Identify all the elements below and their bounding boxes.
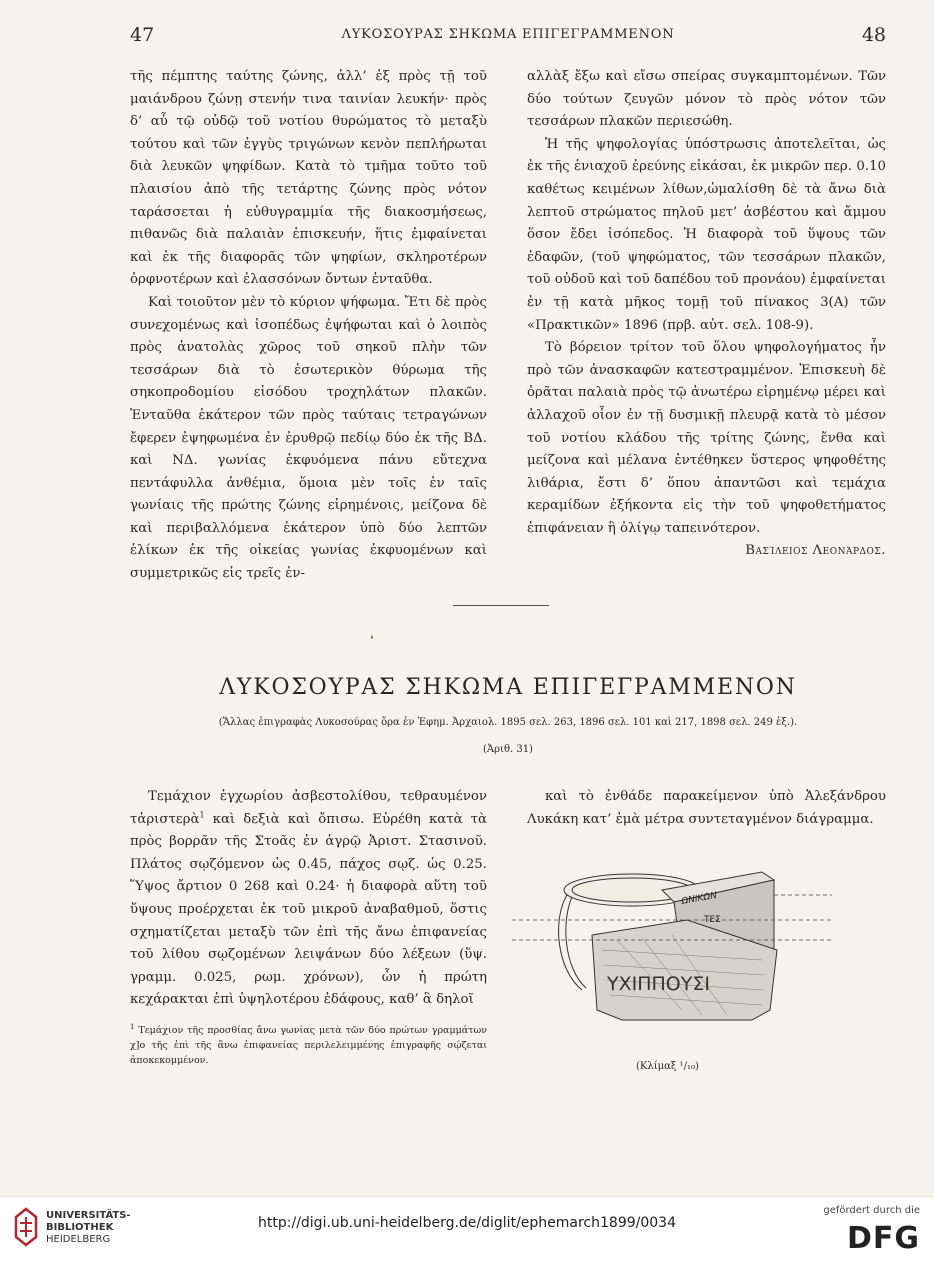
funding-label: gefördert durch die <box>823 1205 920 1216</box>
library-name-line: BIBLIOTHEK <box>46 1222 114 1233</box>
digital-library-footer <box>0 1196 934 1264</box>
column-left-bottom <box>130 786 487 1012</box>
dfg-logo[interactable]: DFG <box>846 1221 920 1256</box>
paragraph: Καὶ τοιοῦτον μὲν τὸ κύριον ψήφωμα. Ἔτι δὲ πρὸς συνεχομένως καὶ ἰσοπέδως ἐψήφωται καὶ ὁ λοιπὸς πρὸς ἀνατολὰς χῶρος τοῦ σηκοῦ πλὴν τῶν τεσσάρων διὰ τὸ ἐσωτερικὸν θύρωμα τῆς σηκοπροδομίου εἰσόδου τροχηλάτων πλακῶν. Ἐνταῦθα ἑκάτερον τῶν πρὸς ταύταις τετραγώνων ἔφερεν ἐψηφωμένα ἐν ἐρυθρῷ πεδίῳ δύο ἐκ τῆς ΒΔ. καὶ ΝΔ. γωνίας ἐκφυόμενα πάνυ εὔτεχνα πεντάφυλλα ἀνθέμια, ὅμοια μὲν τοῖς ἐν ταῖς γωνίαις τῆς πρώτης ζώνης εἰρημένοις, μείζονα δὲ καὶ περιβαλλόμενα ἑκάτερον ὑπὸ δύο λεπτῶν ἑλίκων ἐκ τῆς οἰκείας γωνίας ἐκφυομένων καὶ συμμετρικῶς εἰς τρεῖς ἐν- <box>130 294 487 582</box>
paragraph: Τὸ βόρειον τρίτον τοῦ ὅλου ψηφολογήματος ἦν πρὸ τῶν ἀνασκαφῶν κατεστραμμένον. Ἐπισκευὴ δὲ ὁρᾶται παλαιὰ πρὸς τῷ ἀνωτέρω εἰρημένῳ μέρει καὶ ἀλλαχοῦ οἷον ἐν τῇ δυσμικῇ πλευρᾷ κατὰ τὸ μέσον τοῦ νοτίου κλάδου τῆς τρίτης ζώνης, ἔνθα καὶ μείζονα καὶ μέλανα ἐντέθηκεν ὕστερος ψηφοθέτης λιθάρια, ἔστι δ’ ὅπου ἀπαντῶσι καὶ τεμάχια κεραμίδων ἐξήκοντα εἰς τὴν τοῦ ψηφοθετήματος ἐπιφάνειαν ἢ ὀλίγῳ ταπεινότερον. <box>527 340 886 536</box>
running-title: ΛΥΚΟΣΟΥΡΑΣ ΣΗΚΩΜΑ ΕΠΙΓΕΓΡΑΜΜΕΝΟΝ <box>341 27 675 42</box>
footnote-marker: 1 <box>130 1022 135 1031</box>
paragraph: τῆς πέμπτης ταύτης ζώνης, ἀλλ’ ἐξ πρὸς τῇ τοῦ μαιάνδρου ζώνῃ στενήν τινα ταινίαν λευκήν· πρὸς δ’ αὖ τῷ οὐδῷ τοῦ νοτίου θυρώματος τὸ μεταξὺ τούτου καὶ τῶν ἐγγὺς τριγώνων κενὸν πεπλήρωται διὰ λευκῶν ψηφίδων. Κατὰ τὸ τμῆμα τοῦτο τοῦ πλαισίου ἀπὸ τῆς τετάρτης ζώνης πρὸς νότον ταράσσεται ἡ εὐθυγραμμία τῆς διακοσμήσεως, πιθανῶς διὰ παλαιὰν ἐπισκευήν, ἥτις ἐμφαίνεται καὶ ἐκ τῆς διαφορᾶς τῶν ψηφίων, σκληροτέρων ὀρφνοτέρων καὶ ἐλασσόνων ὄντων ἐνταῦθα. <box>130 69 487 288</box>
article-references: (Ἄλλας ἐπιγραφὰς Λυκοσούρας ὅρα ἐν Ἐφημ. Ἀρχαιολ. 1895 σελ. 263, 1896 σελ. 101 καὶ 217, 1898 σελ. 249 ἑξ.). <box>218 717 798 728</box>
paragraph-text: καὶ δεξιὰ καὶ ὄπισω. Εὑρέθη κατὰ τὰ πρὸς βορρᾶν τῆς Στοᾶς ἐν ἀγρῷ Ἀριστ. Στασινοῦ. Πλάτος σῳζόμενον ὡς 0.45, πάχος σῳζ. ὡς 0.25. Ὕψος ἄρτιον 0 268 καὶ 0.24· ἡ διαφορὰ αὕτη τοῦ ὕψους προέρχεται ἐκ τοῦ μικροῦ ἀναβαθμοῦ, ὅστις σχηματίζεται μεταξὺ τῶν ἐπὶ τῆς ἄνω ἐπιφανείας τοῦ λίθου σῳζομένων λειψάνων δύο λέξεων (ὕψ. γραμμ. 0.025, ρωμ. χρόνων), ὧν ἡ πρώτη κεχάρακται ἐπὶ ὑψηλοτέρου ἐδάφους, καθ’ ἃ δηλοῖ <box>130 811 487 1008</box>
page-number-right: 48 <box>861 24 886 46</box>
inscription-drawing <box>512 860 842 1040</box>
article-title: ΛΥΚΟΣΟΥΡΑΣ ΣΗΚΩΜΑ ΕΠΙΓΕΓΡΑΜΜΕΝΟΝ <box>219 675 797 700</box>
paragraph <box>130 786 487 1012</box>
inscription-number: (Ἀριθ. 31) <box>483 744 533 755</box>
paragraph: καὶ τὸ ἐνθάδε παρακείμενον ὑπὸ Ἀλεξάνδρου Λυκάκη κατ’ ἐμὰ μέτρα συντεταγμένον διάγραμμα. <box>527 789 886 827</box>
paragraph-text: Τεμάχιον ἐγχωρίου ἀσβεστολίθου, τεθραυμένον τἀριστερὰ <box>130 789 487 827</box>
running-head <box>130 24 886 52</box>
ink-mark: ❛ <box>370 633 374 646</box>
paragraph: αλλὰξ ἔξω καὶ εἴσω σπείρας συγκαμπτομένων. Τῶν δύο τούτων ζευγῶν μόνον τὸ πρὸς νότον τῶν τεσσάρων πλακῶν περιεσώθη. <box>527 69 886 130</box>
figure-upper-word: ΩΝΙΚΩΝ <box>680 890 718 907</box>
page-number-left: 47 <box>130 24 155 46</box>
figure-middle-word: ΤΕΣ <box>704 915 721 925</box>
permalink-url[interactable]: http://digi.ub.uni-heidelberg.de/diglit/ephemarch1899/0034 <box>258 1215 676 1231</box>
column-right-top <box>527 66 886 563</box>
author-signature: Βασίλειος Λεονάρδος. <box>745 543 886 559</box>
column-right-bottom <box>527 786 886 831</box>
footnote <box>130 1023 487 1068</box>
library-name-line: HEIDELBERG <box>46 1234 111 1245</box>
section-divider <box>453 605 549 606</box>
column-left-top <box>130 66 487 586</box>
library-name-line: UNIVERSITÄTS- <box>46 1210 131 1221</box>
figure-front-word: ΥΧΙΠΠΟΥΣΙ <box>607 973 710 995</box>
paragraph: Ἡ τῆς ψηφολογίας ὑπόστρωσις ἀποτελεῖται, ὡς ἐκ τῆς ἑνιαχοῦ ἐρεύνης εἰκάσαι, ἐκ μικρῶν περ. 0.10 καθέτως κειμένων λίθων,ὡμαλίσθη δὲ τὰ ἄνω διὰ λεπτοῦ στρώματος πηλοῦ μετ’ ἀσβέστου καὶ ἄμμου ὅσον ἔδει ἰσόπεδος. Ἡ διαφορὰ τοῦ ὕψους τῶν ἐδαφῶν, (τοῦ ψηφώματος, τῶν τεσσάρων πλακῶν, τοῦ οὐδοῦ καὶ τοῦ δαπέδου τοῦ προνάου) ἐμφαίνεται ἐν τῇ κατὰ μῆκος τομῇ τοῦ πίνακος 3(Α) τῶν «Πρακτικῶν» 1896 (πρβ. αὐτ. σελ. 108-9). <box>527 136 886 333</box>
footnote-ref[interactable]: 1 <box>199 810 205 820</box>
footnote-text: Τεμάχιον τῆς προσθίας ἄνω γωνίας μετὰ τῶν δύο πρώτων γραμμάτων χ]ο τῆς ἐπὶ τῆς ἄνω ἐπιφανείας περιλελειμμένης ἐπιγραφῆς σῴζεται ἀποκεκομμένον. <box>130 1025 487 1066</box>
figure-caption: (Κλίμαξ ¹/₁₀) <box>636 1061 699 1072</box>
